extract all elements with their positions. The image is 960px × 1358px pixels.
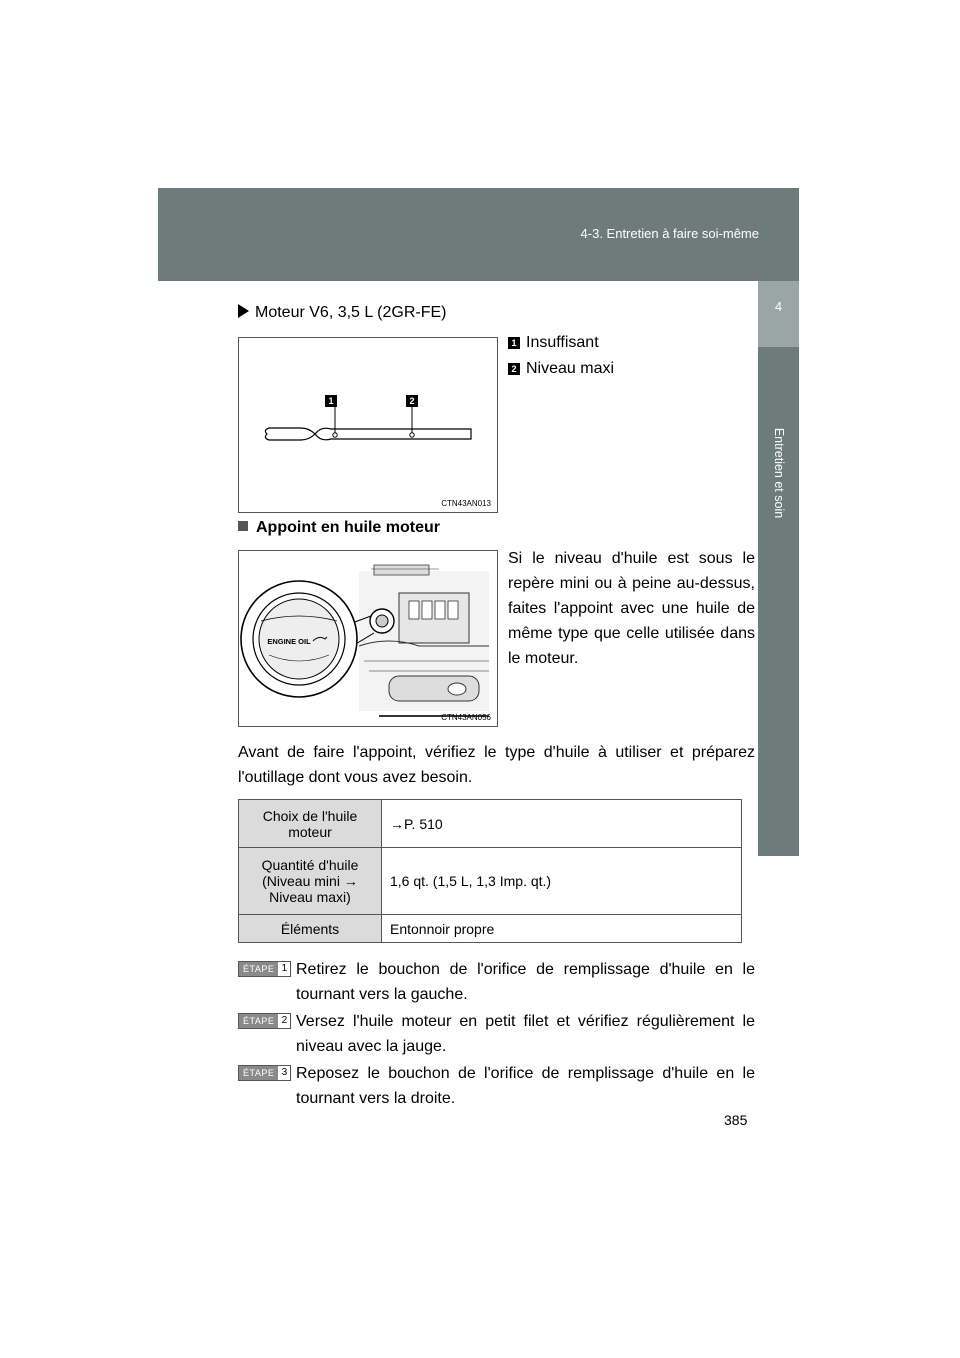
step-text: Reposez le bouchon de l'orifice de remplissage d'huile en le tournant vers la droite.	[296, 1065, 755, 1107]
legend-badge: 2	[508, 363, 520, 375]
triangle-bullet-icon	[238, 304, 249, 318]
steps-list	[238, 957, 755, 1111]
oil-cap-label: ENGINE OIL	[267, 637, 311, 646]
header-bar	[158, 188, 799, 281]
table-value: Entonnoir propre	[382, 915, 742, 943]
table-key: Quantité d'huile (Niveau mini → Niveau maxi)	[239, 848, 382, 915]
intro-paragraph: Avant de faire l'appoint, vérifiez le type d'huile à utiliser et préparez l'outillage dont vous avez besoin.	[238, 744, 755, 786]
callout-2: 2	[409, 396, 415, 406]
dipstick-figure	[238, 337, 498, 513]
chapter-tab	[758, 281, 799, 347]
page-number: 385	[724, 1112, 748, 1128]
legend-badge: 1	[508, 337, 520, 349]
step-item	[238, 957, 755, 1007]
step-item	[238, 1009, 755, 1059]
step-badge: ÉTAPE 3	[238, 1065, 291, 1081]
section-heading-text: Appoint en huile moteur	[256, 519, 440, 536]
chapter-label: Entretien et soin	[771, 427, 786, 519]
oil-info-table	[238, 799, 742, 943]
figure-code: CTN43AN013	[441, 499, 491, 508]
square-bullet-icon	[238, 521, 248, 531]
callout-1: 1	[328, 396, 334, 406]
oil-cap-figure	[238, 550, 498, 727]
table-row	[239, 915, 742, 943]
chapter-number: 4	[774, 299, 783, 314]
step-text: Retirez le bouchon de l'orifice de remplissage d'huile en le tournant vers la gauche.	[296, 961, 755, 1003]
engine-heading-text: Moteur V6, 3,5 L (2GR-FE)	[255, 304, 447, 321]
dipstick-illustration	[239, 338, 497, 512]
table-key: Choix de l'huile moteur	[239, 800, 382, 848]
figure-code: CTN43AN056	[441, 713, 491, 722]
header-title: 4-3. Entretien à faire soi-même	[580, 226, 759, 241]
oil-cap-illustration	[239, 551, 497, 726]
table-row	[239, 848, 742, 915]
step-item	[238, 1061, 755, 1111]
step-badge: ÉTAPE 1	[238, 961, 291, 977]
step-badge: ÉTAPE 2	[238, 1013, 291, 1029]
chapter-label-wrap	[758, 356, 799, 846]
refill-instruction-text: Si le niveau d'huile est sous le repère mini ou à peine au-dessus, faites l'appoint avec une huile de même type que celle utilisée dans le moteur.	[508, 550, 755, 667]
step-text: Versez l'huile moteur en petit filet et vérifiez régulièrement le niveau avec la jauge.	[296, 1013, 755, 1055]
table-key: Éléments	[239, 915, 382, 943]
legend-label: Insuffisant	[526, 334, 599, 351]
legend-item-2	[508, 360, 614, 378]
engine-heading	[238, 304, 446, 322]
section-heading	[238, 519, 440, 537]
table-row	[239, 800, 742, 848]
table-value: 1,6 qt. (1,5 L, 1,3 Imp. qt.)	[382, 848, 742, 915]
table-value: →P. 510	[382, 800, 742, 848]
legend-item-1	[508, 334, 599, 352]
legend-label: Niveau maxi	[526, 360, 615, 377]
